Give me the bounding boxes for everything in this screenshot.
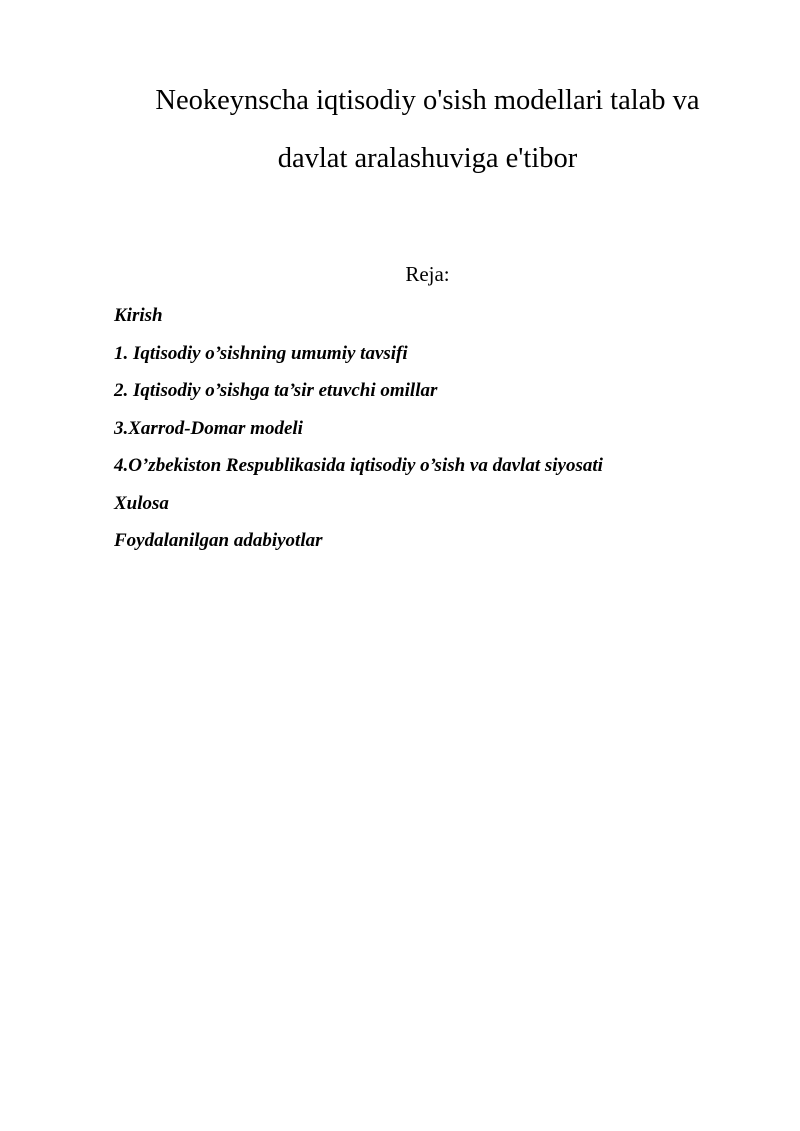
document-title bbox=[100, 72, 755, 188]
document-title-line-1: Neokeynscha iqtisodiy o'sish modellari talab va bbox=[155, 85, 700, 116]
toc-item-3: 3.Xarrod-Domar modeli bbox=[114, 417, 303, 439]
toc-item-4: 4.O’zbekiston Respublikasida iqtisodiy o’sish va davlat siyosati bbox=[114, 455, 603, 476]
toc-item-introduction: Kirish bbox=[114, 305, 163, 326]
toc-item-conclusion: Xulosa bbox=[114, 492, 169, 514]
toc-item-1: 1. Iqtisodiy o’sishning umumiy tavsifi bbox=[114, 342, 408, 364]
toc-item-references: Foydalanilgan adabiyotlar bbox=[114, 530, 323, 551]
toc-item-2: 2. Iqtisodiy o’sishga ta’sir etuvchi omillar bbox=[114, 380, 438, 401]
plan-heading: Reja: bbox=[405, 262, 450, 286]
document-title-line-2: davlat aralashuviga e'tibor bbox=[277, 143, 578, 174]
table-of-contents bbox=[114, 297, 603, 560]
